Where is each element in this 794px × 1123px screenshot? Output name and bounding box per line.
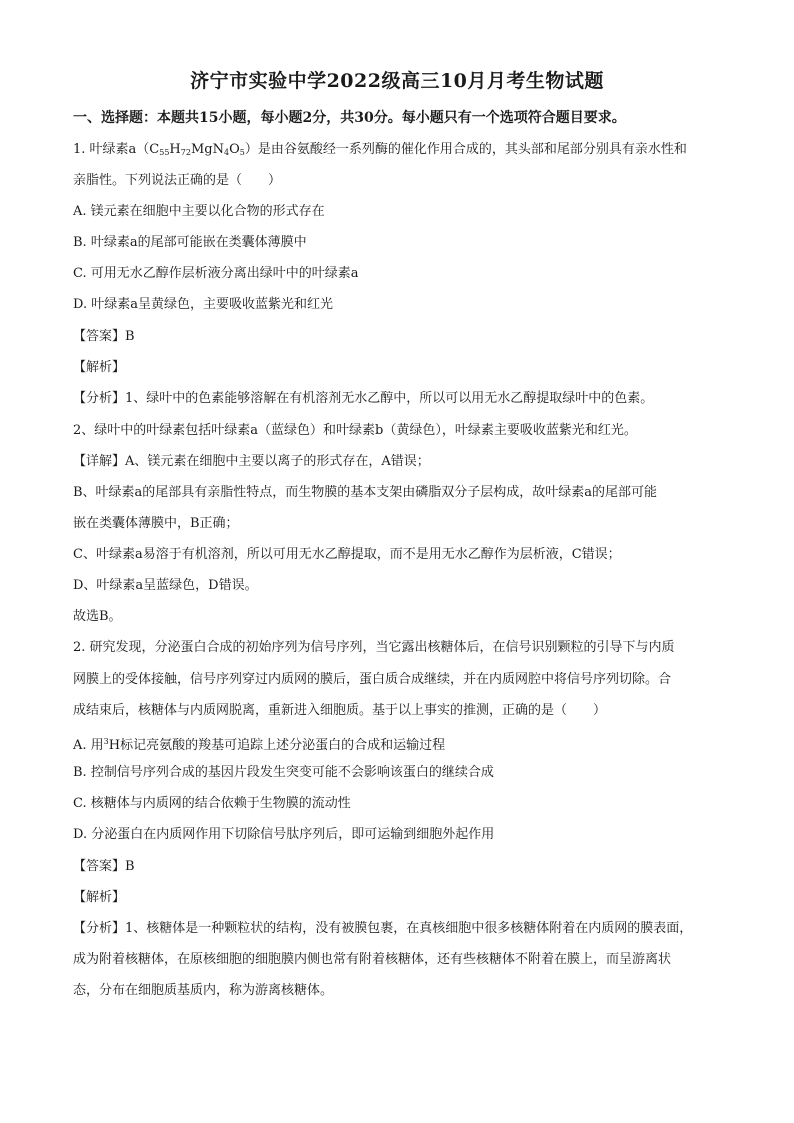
q1-analysis-line: 故选B。 — [73, 609, 122, 624]
q1-analysis-line: D、叶绿素a呈蓝绿色，D错误。 — [73, 578, 258, 593]
q1-analysis-label: 【解析】 — [73, 360, 126, 375]
formula-subscript: 72 — [180, 148, 191, 157]
isotope-superscript: 3 — [103, 737, 109, 746]
q1-option-b: B. 叶绿素a的尾部可能嵌在类囊体薄膜中 — [73, 235, 307, 250]
q2-stem-line: 2. 研究发现，分泌蛋白合成的初始序列为信号序列，当它露出核糖体后，在信号识别颗粒的引导下与内质 — [73, 640, 675, 655]
q1-analysis-line: 2、绿叶中的叶绿素包括叶绿素a（蓝绿色）和叶绿素b（黄绿色），叶绿素主要吸收蓝紫光和红光。 — [73, 423, 637, 438]
q1-analysis-line: 【分析】1、绿叶中的色素能够溶解在有机溶剂无水乙醇中，所以可以用无水乙醇提取绿叶中的色素。 — [73, 391, 654, 406]
q2-analysis-label: 【解析】 — [73, 890, 126, 905]
q2-option-a-text: A. 用 — [73, 738, 104, 753]
q1-option-d: D. 叶绿素a呈黄绿色，主要吸收蓝紫光和红光 — [73, 297, 333, 312]
q1-answer: 【答案】B — [73, 329, 135, 344]
formula-subscript: 55 — [159, 148, 170, 157]
q1-analysis-line: B、叶绿素a的尾部具有亲脂性特点，而生物膜的基本支架由磷脂双分子层构成，故叶绿素a的尾部可能 — [73, 485, 658, 500]
q1-stem-line-1 — [73, 141, 687, 162]
q1-analysis-line: 【详解】A、镁元素在细胞中主要以离子的形式存在，A错误； — [73, 454, 430, 469]
q2-analysis-line: 成为附着核糖体，在原核细胞的细胞膜内侧也常有附着核糖体，还有些核糖体不附着在膜上，而呈游离状 — [73, 952, 672, 967]
q1-stem-text: H — [169, 142, 181, 157]
q1-analysis-line: C、叶绿素a易溶于有机溶剂，所以可用无水乙醇提取，而不是用无水乙醇作为层析液，C错误； — [73, 547, 621, 562]
q2-option-a-text: H标记亮氨酸的羧基可追踪上述分泌蛋白的合成和运输过程 — [108, 738, 446, 753]
formula-subscript: 4 — [223, 148, 230, 157]
q1-stem-text: 1. 叶绿素a（C — [73, 142, 160, 157]
q1-option-c: C. 可用无水乙醇作层析液分离出绿叶中的叶绿素a — [73, 266, 359, 281]
q2-option-b: B. 控制信号序列合成的基因片段发生突变可能不会影响该蛋白的继续合成 — [73, 765, 494, 780]
section-heading: 一、选择题：本题共15小题，每小题2分，共30分。每小题只有一个选项符合题目要求。 — [73, 110, 626, 126]
q1-analysis-line: 嵌在类囊体薄膜中，B正确； — [73, 516, 239, 531]
q2-option-d: D. 分泌蛋白在内质网作用下切除信号肽序列后，即可运输到细胞外起作用 — [73, 827, 495, 842]
q2-stem-line: 网膜上的受体接触，信号序列穿过内质网的膜后，蛋白质合成继续，并在内质网腔中将信号序列切除。合 — [73, 672, 672, 687]
q2-option-c: C. 核糖体与内质网的结合依赖于生物膜的流动性 — [73, 796, 351, 811]
q1-stem-text: ）是由谷氨酸经一系列酶的催化作用合成的，其头部和尾部分别具有亲水性和 — [244, 142, 687, 157]
q1-stem-text: MgN — [190, 142, 224, 157]
q1-stem-text: O — [229, 142, 240, 157]
page-title: 济宁市实验中学2022级高三10月月考生物试题 — [190, 70, 604, 92]
formula-subscript: 5 — [239, 148, 245, 157]
q2-stem-line: 成结束后，核糖体与内质网脱离，重新进入细胞质。基于以上事实的推测，正确的是（ ） — [73, 703, 607, 718]
q2-analysis-line: 态，分布在细胞质基质内，称为游离核糖体。 — [73, 983, 334, 998]
q2-option-a — [73, 733, 445, 755]
q1-stem-line-2: 亲脂性。下列说法正确的是（ ） — [73, 173, 282, 188]
q2-analysis-line: 【分析】1、核糖体是一种颗粒状的结构，没有被膜包裹，在真核细胞中很多核糖体附着在内质网的膜表面， — [73, 921, 693, 936]
q1-option-a: A. 镁元素在细胞中主要以化合物的形式存在 — [73, 204, 325, 219]
q2-answer: 【答案】B — [73, 859, 135, 874]
